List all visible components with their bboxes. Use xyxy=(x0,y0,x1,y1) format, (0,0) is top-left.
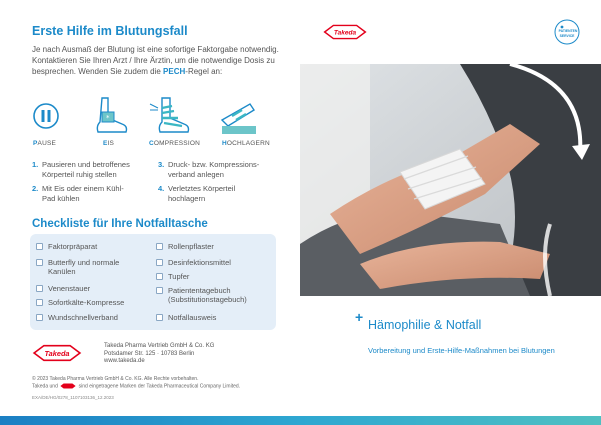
compression-foot-icon xyxy=(148,96,198,140)
patient-service-badge xyxy=(553,18,581,46)
instruction-item: 2. Mit Eis oder einem Kühl-Pad kühlen xyxy=(32,184,124,203)
instruction-list-right xyxy=(158,160,283,208)
instruction-item: 4. Verletztes Körperteil hochlagern xyxy=(158,184,236,203)
elevate-foot-icon xyxy=(216,96,266,140)
checkbox[interactable] xyxy=(156,314,163,321)
step-label-ice: EIS xyxy=(103,140,115,147)
checklist-heading: Checkliste für Ihre Notfalltasche xyxy=(32,218,208,230)
step-label-elevate: HOCHLAGERN xyxy=(222,140,270,147)
checkbox[interactable] xyxy=(36,299,43,306)
bandaged-hand-photo xyxy=(300,64,601,296)
takeda-logo xyxy=(32,344,82,362)
checkbox[interactable] xyxy=(36,285,43,292)
step-label-pause: PAUSE xyxy=(33,140,57,147)
checkbox[interactable] xyxy=(36,259,43,266)
svg-text:Takeda: Takeda xyxy=(333,29,357,37)
svg-text:Takeda: Takeda xyxy=(44,348,70,358)
checkbox[interactable] xyxy=(156,273,163,280)
instruction-list-left xyxy=(32,160,152,208)
svg-text:PATIENTEN: PATIENTEN xyxy=(558,29,578,33)
takeda-mini-logo xyxy=(59,383,77,389)
checkbox[interactable] xyxy=(156,287,163,294)
company-address: Takeda Pharma Vertrieb GmbH & Co. KG Potsdamer Str. 125 · 10783 Berlin www.takeda.de xyxy=(104,343,215,364)
cover-title: Hämophilie & Notfall xyxy=(368,318,482,332)
document-code: EXA/DE/HG/0278_1107103136_12.2023 xyxy=(32,395,114,400)
back-page: Erste Hilfe im Blutungsfall Je nach Ausmaß der Blutung ist eine sofortige Faktorgabe notwendig. Kontaktieren Sie Ihren Arzt / Ihre Ärztin, um die notwendige Dosis zu besprechen. Wenden Sie zudem die PECH-Regel an: * PAUSE EIS COMPRESSION HOCHLAGERN 1. Pausieren und betroffenes Körperteil ruhig stellen 2. Mit Eis oder einem Kühl-Pad kühlen 3. Druck- bzw. Kompressions-verband anlegen 4. Verletztes Körperteil hochlagern Checkliste für Ihre Notfalltasche Faktorpräparat Butterfly und normale Kanülen Venenstauer Sofortkälte-Kompresse Wundschnellverband Rollenpflaster Desinfektionsmittel Tupfer Patiententagebuch (Substitutionstagebuch) Notfallausweis Takeda Takeda Pharma Vertrieb GmbH & Co. KG Potsdamer Str. 125 · 10783 Berlin www.takeda.de © 2023 Takeda Pharma Vertrieb GmbH & Co. KG. Alle Rechte vorbehalten. Takeda und sind eingetragene Marken der Takeda Pharmaceutical Company Limited. EXA/DE/HG/0278_1107103136_12.2023 xyxy=(0,0,300,425)
svg-text:SERVICE: SERVICE xyxy=(559,34,575,38)
instruction-item: 1. Pausieren und betroffenes Körperteil ruhig stellen xyxy=(32,160,130,179)
takeda-logo-cover xyxy=(322,24,368,40)
svg-text:*: * xyxy=(106,114,110,122)
first-aid-heading: Erste Hilfe im Blutungsfall xyxy=(32,24,188,38)
ice-foot-icon xyxy=(88,96,138,140)
pause-icon xyxy=(32,96,82,140)
bottom-gradient-bar xyxy=(0,416,601,425)
checkbox[interactable] xyxy=(36,243,43,250)
checkbox[interactable] xyxy=(156,243,163,250)
plus-icon: + xyxy=(355,309,364,325)
cover-subtitle: Vorbereitung und Erste-Hilfe-Maßnahmen bei Blutungen xyxy=(368,346,555,355)
checkbox[interactable] xyxy=(156,259,163,266)
instruction-item: 3. Druck- bzw. Kompressions-verband anlegen xyxy=(158,160,260,179)
checkbox[interactable] xyxy=(36,314,43,321)
legal-notice: © 2023 Takeda Pharma Vertrieb GmbH & Co. KG. Alle Rechte vorbehalten. Takeda und sind eingetragene Marken der Takeda Pharmaceutical Company Limited. xyxy=(32,376,241,389)
first-aid-intro: Je nach Ausmaß der Blutung ist eine sofortige Faktorgabe notwendig. Kontaktieren Sie Ihren Arzt / Ihre Ärztin, um die notwendige Dosis zu besprechen. Wenden Sie zudem die PECH-Regel an: xyxy=(32,45,279,76)
step-label-compression: COMPRESSION xyxy=(149,140,200,147)
